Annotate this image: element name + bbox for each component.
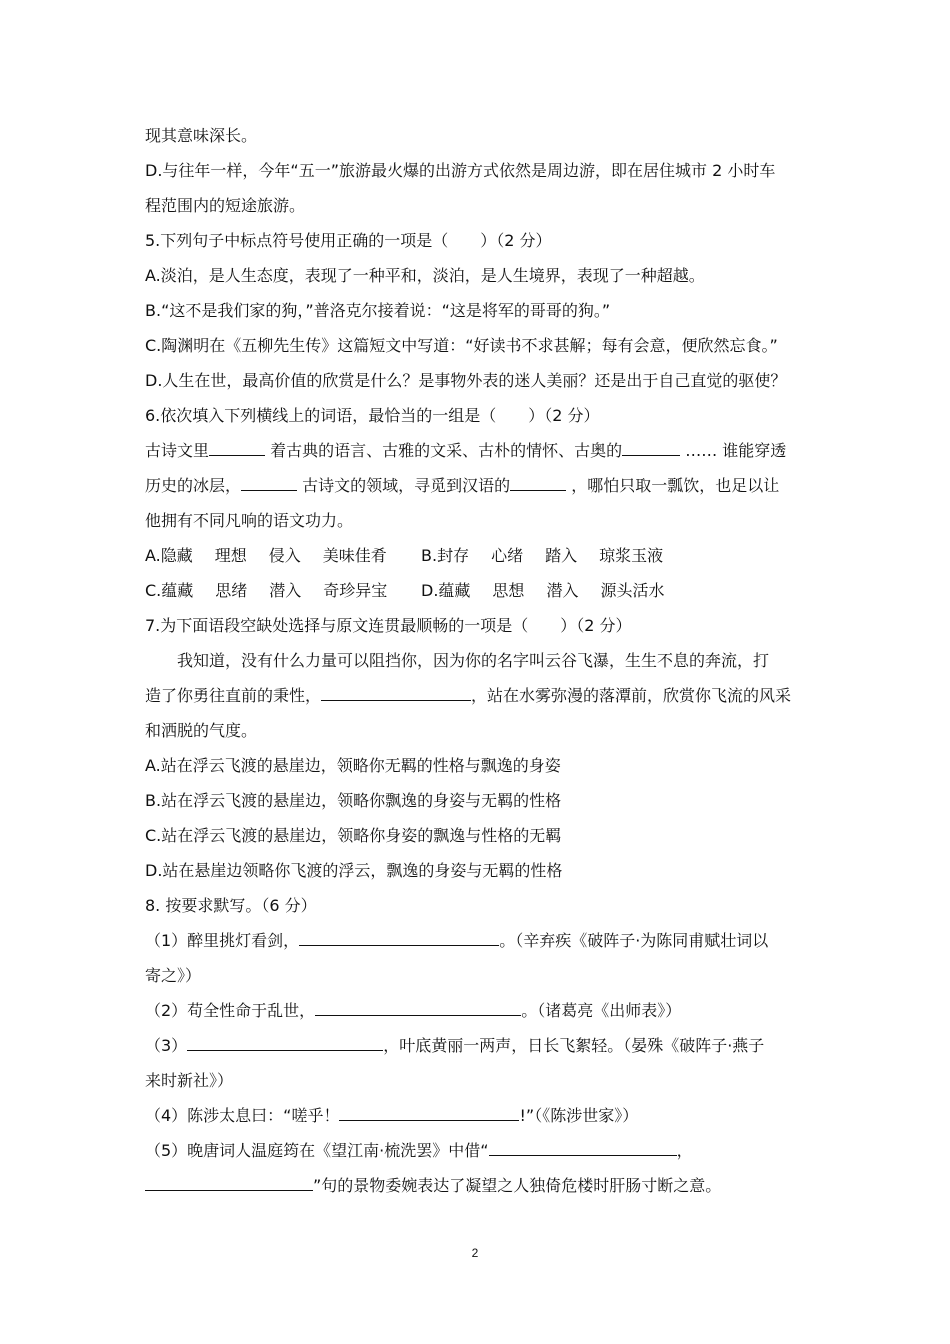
- q6-option-c: [145, 573, 421, 608]
- page-number: 2: [471, 1246, 479, 1260]
- question-6: 6.依次填入下列横线上的词语，最恰当的一组是（ ）（2 分）: [145, 406, 600, 425]
- text-line: 程范围内的短途旅游。: [145, 196, 306, 215]
- item-text: 。（辛弃疾《破阵子·为陈同甫赋壮词以: [499, 931, 769, 950]
- fill-blank: [209, 433, 265, 456]
- option-word: 美味佳肴: [322, 546, 387, 565]
- passage-text: ，站在水雾弥漫的落潭前，欣赏你飞流的风采: [471, 686, 792, 705]
- fill-blank: [315, 993, 521, 1016]
- q5-option-c: C.陶渊明在《五柳先生传》这篇短文中写道：“好读书不求甚解；每有会意，便欣然忘食。”: [145, 336, 778, 355]
- fill-blank: [187, 1028, 383, 1051]
- q8-item-3-cont: 来时新社》）: [145, 1071, 234, 1090]
- q7-passage-line-1: 我知道，没有什么力量可以阻挡你，因为你的名字叫云谷飞瀑，生生不息的奔流，打: [177, 651, 770, 670]
- option-word: 踏入: [545, 546, 578, 565]
- q8-item-4: [145, 1098, 810, 1133]
- option-word: 琼浆玉液: [599, 546, 664, 565]
- fill-blank: [510, 468, 566, 491]
- option-word: B.封存: [421, 546, 470, 565]
- option-word: 潜入: [546, 581, 579, 600]
- q7-option-b: B.站在浮云飞渡的悬崖边，领略你飘逸的身姿与无羁的性格: [145, 791, 562, 810]
- option-word: 侵入: [268, 546, 301, 565]
- q5-option-b: B.“这不是我们家的狗，”普洛克尔接着说：“这是将军的哥哥的狗。”: [145, 301, 611, 320]
- q8-item-1-cont: 寄之》）: [145, 966, 202, 985]
- q5-option-a: A.淡泊，是人生态度，表现了一种平和，淡泊，是人生境界，表现了一种超越。: [145, 266, 705, 285]
- q8-item-2: [145, 993, 810, 1028]
- option-word: C.蕴藏: [145, 581, 194, 600]
- question-7: 7.为下面语段空缺处选择与原文连贯最顺畅的一项是（ ）（2 分）: [145, 616, 632, 635]
- item-text: ”句的景物委婉表达了凝望之人独倚危楼时肝肠寸断之意。: [313, 1176, 722, 1195]
- q7-passage-line-2: [145, 678, 810, 713]
- q8-item-1: [145, 923, 810, 958]
- q6-option-b: [421, 538, 685, 573]
- q6-option-d: [421, 573, 686, 608]
- q8-item-5: [145, 1133, 810, 1168]
- q6-passage-line-3: 他拥有不同凡响的语文功力。: [145, 511, 354, 530]
- option-word: 理想: [214, 546, 247, 565]
- option-word: D.蕴藏: [421, 581, 471, 600]
- q5-option-d: D.人生在世，最高价值的欣赏是什么？是事物外表的迷人美丽？还是出于自己直觉的驱使？: [145, 371, 787, 390]
- q7-option-a: A.站在浮云飞渡的悬崖边，领略你无羁的性格与飘逸的身姿: [145, 756, 561, 775]
- passage-text: 古诗文里: [145, 441, 210, 460]
- q6-passage-line-2: [145, 468, 810, 503]
- page-content: [145, 118, 810, 1203]
- fill-blank: [321, 678, 471, 701]
- item-text: （1）醉里挑灯看剑，: [145, 931, 300, 950]
- option-word: 奇珍异宝: [323, 581, 388, 600]
- q8-item-5-cont: [145, 1168, 810, 1203]
- fill-blank: [145, 1168, 313, 1191]
- item-text: 。（诸葛亮《出师表》）: [521, 1001, 682, 1020]
- option-word: 思想: [492, 581, 525, 600]
- q6-option-a: [145, 538, 421, 573]
- item-text: ，叶底黄丽一两声，日长飞絮轻。（晏殊《破阵子·燕子: [383, 1036, 765, 1055]
- text-line: 现其意味深长。: [145, 126, 258, 145]
- option-d-line: D.与往年一样，今年“五一”旅游最火爆的出游方式依然是周边游，即在居住城市 2 小时车: [145, 161, 776, 180]
- item-text: !”（《陈涉世家》）: [519, 1106, 639, 1125]
- q7-option-d: D.站在悬崖边领略你飞渡的浮云，飘逸的身姿与无羁的性格: [145, 861, 563, 880]
- fill-blank: [622, 433, 680, 456]
- item-text: （5）晚唐词人温庭筠在《望江南·梳洗罢》中借“: [145, 1141, 489, 1160]
- question-5: 5.下列句子中标点符号使用正确的一项是（ ）（2 分）: [145, 231, 552, 250]
- item-text: （4）陈涉太息曰：“嗟乎！: [145, 1106, 340, 1125]
- option-word: 思绪: [215, 581, 248, 600]
- q7-option-c: C.站在浮云飞渡的悬崖边，领略你身姿的飘逸与性格的无羁: [145, 826, 562, 845]
- q6-options-cd: [145, 573, 810, 608]
- q6-options-ab: [145, 538, 810, 573]
- fill-blank: [339, 1098, 519, 1121]
- item-text: （3）: [145, 1036, 188, 1055]
- q6-passage-line-1: [145, 433, 810, 468]
- fill-blank: [241, 468, 297, 491]
- option-word: 潜入: [269, 581, 302, 600]
- question-8: 8. 按要求默写。（6 分）: [145, 896, 317, 915]
- passage-text: …… 谁能穿透: [680, 441, 787, 460]
- fill-blank: [299, 923, 499, 946]
- passage-text: 古诗文的领域，寻觅到汉语的: [297, 476, 511, 495]
- option-word: A.隐藏: [145, 546, 193, 565]
- passage-text: 造了你勇往直前的秉性，: [145, 686, 322, 705]
- q8-item-3: [145, 1028, 810, 1063]
- item-text: （2）苟全性命于乱世，: [145, 1001, 316, 1020]
- passage-text: 历史的冰层，: [145, 476, 242, 495]
- fill-blank: [489, 1133, 677, 1156]
- passage-text: ，哪怕只取一瓢饮，也足以让: [566, 476, 780, 495]
- option-word: 心绪: [491, 546, 524, 565]
- q7-passage-line-3: 和洒脱的气度。: [145, 721, 258, 740]
- option-word: 源头活水: [600, 581, 665, 600]
- passage-text: 着古典的语言、古雅的文采、古朴的情怀、古奥的: [265, 441, 623, 460]
- item-text: ，: [676, 1141, 693, 1160]
